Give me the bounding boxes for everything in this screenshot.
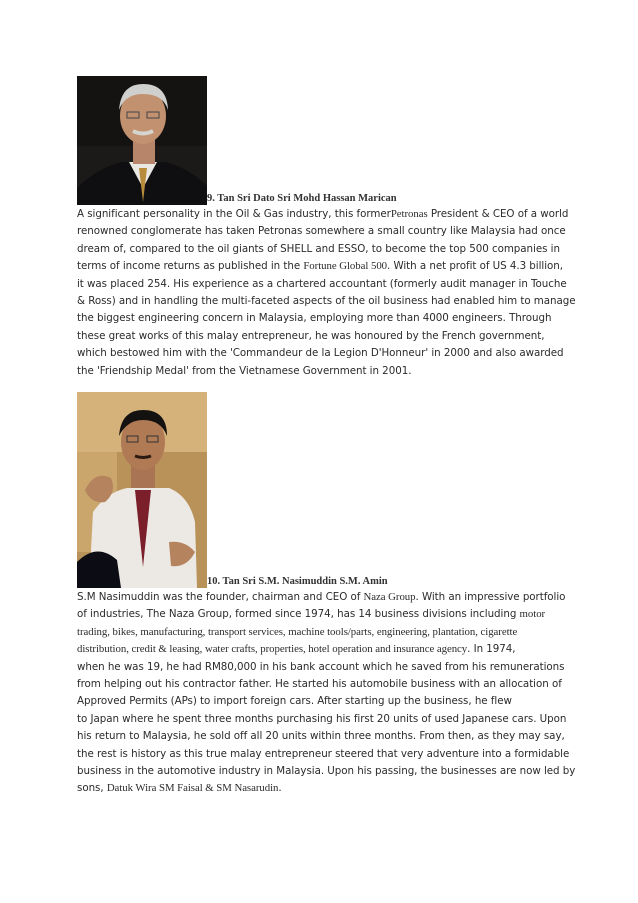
para-line: of industries, The Naza Group, formed since 1974, has 14 business divisions including motor (77, 608, 546, 621)
para-line: when he was 19, he had RM80,000 in his bank account which he saved from his remunerations (77, 660, 565, 673)
para-line: it was placed 254. His experience as a chartered accountant (formerly audit manager in Touche (77, 277, 567, 290)
para-line: his return to Malaysia, he sold off all 20 units within three months. From then, as they may say, (77, 730, 565, 743)
para-line: the rest is history as this true malay entrepreneur steered that very adventure into a formidable (77, 747, 570, 760)
para-line: trading, bikes, manufacturing, transport services, machine tools/parts, engineering, plantation, cigarette (77, 625, 518, 638)
para-line: these great works of this malay entrepreneur, he was honoured by the French government, (77, 329, 545, 342)
para-line: dream of, compared to the oil giants of SHELL and ESSO, to become the top 500 companies in (77, 242, 560, 255)
para-line: business in the automotive industry in Malaysia. Upon his passing, the businesses are now led by (77, 765, 576, 778)
profile-section-2 (77, 392, 576, 798)
para-line: to Japan where he spent three months purchasing his first 20 units of used Japanese cars. Upon (77, 712, 567, 725)
portrait-photo-hassan-marican (77, 76, 207, 205)
para-line: S.M Nasimuddin was the founder, chairman and CEO of Naza Group. With an impressive portfolio (77, 591, 566, 603)
para-line: distribution, credit & leasing, water crafts, properties, hotel operation and insurance agency. In 1974, (77, 643, 516, 656)
profile-section-1 (77, 76, 576, 380)
para-line: A significant personality in the Oil & Gas industry, this formerPetronas President & CEO of a world (77, 208, 569, 220)
para-line: the 'Friendship Medal' from the Vietnamese Government in 2001. (77, 364, 412, 377)
para-line: terms of income returns as published in the Fortune Global 500. With a net profit of US 4.3 billion, (77, 260, 563, 273)
profile-paragraph (77, 206, 576, 380)
para-line: from helping out his contractor father. He started his automobile business with an allocation of (77, 678, 562, 691)
profile-paragraph (77, 589, 576, 798)
profile-heading: 10. Tan Sri S.M. Nasimuddin S.M. Amin (207, 576, 388, 587)
para-line: & Ross) and in handling the multi-faceted aspects of the oil business had enabled him to manage (77, 295, 576, 308)
para-line: the biggest engineering concern in Malaysia, employing more than 4000 engineers. Through (77, 312, 552, 325)
para-line: sons, Datuk Wira SM Faisal & SM Nasarudin. (77, 782, 282, 795)
portrait-photo-nasimuddin (77, 392, 207, 588)
para-line: renowned conglomerate has taken Petronas somewhere a small country like Malaysia had once (77, 225, 566, 238)
profile-heading: 9. Tan Sri Dato Sri Mohd Hassan Marican (207, 193, 397, 204)
para-line: which bestowed him with the 'Commandeur de la Legion D'Honneur' in 2000 and also awarded (77, 347, 564, 360)
para-line: Approved Permits (APs) to import foreign cars. After starting up the business, he flew (77, 695, 512, 708)
